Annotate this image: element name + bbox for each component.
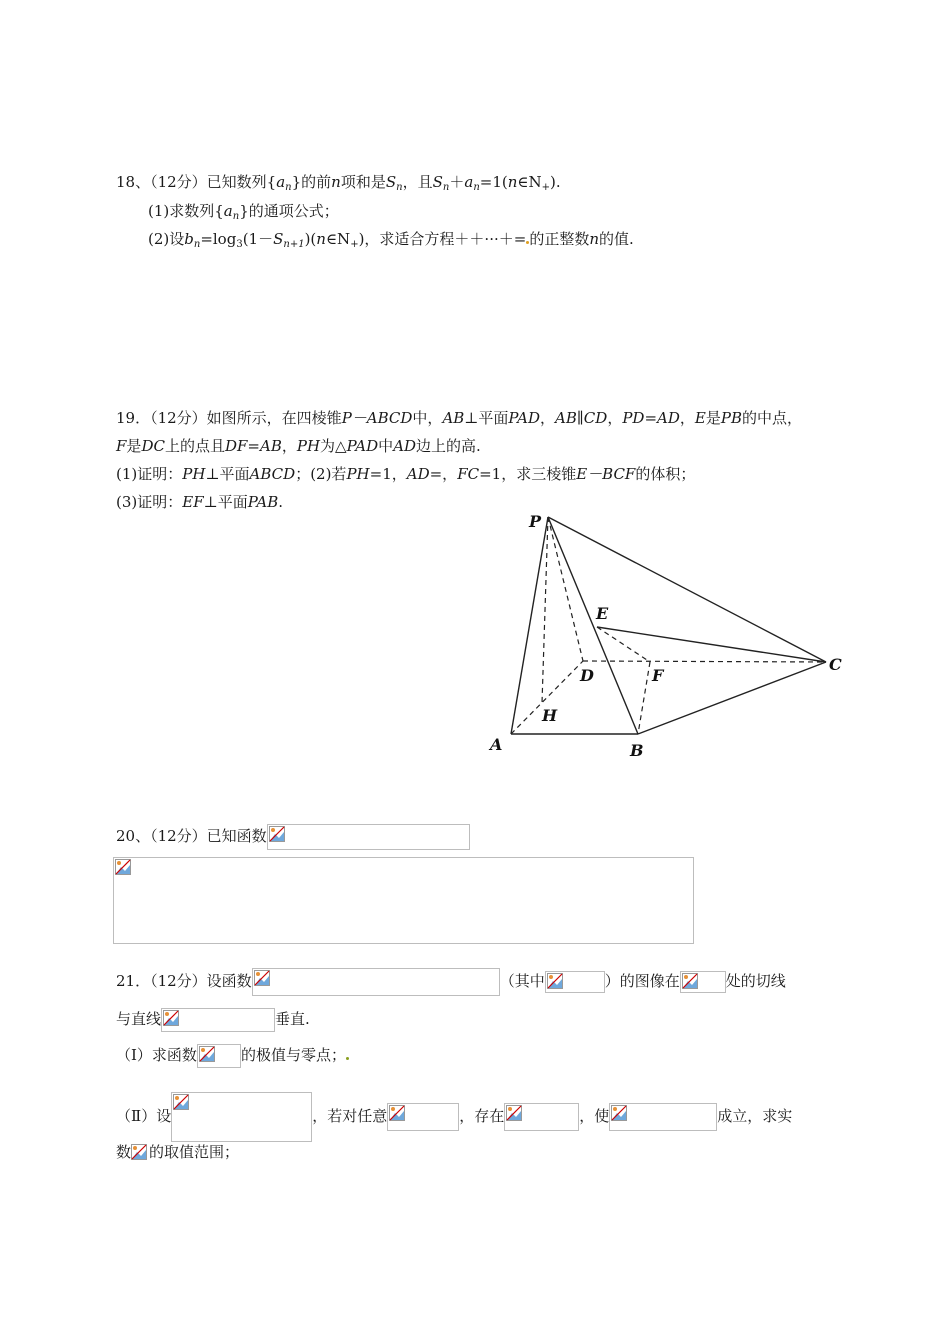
broken-image-icon xyxy=(113,857,694,944)
label-C: C xyxy=(829,655,842,674)
label-B: B xyxy=(630,741,644,760)
broken-image-icon xyxy=(504,1103,579,1131)
q19-line3: (1)证明：PH⊥平面ABCD；(2)若PH=1，AD=，FC=1，求三棱锥E－BCF的体积； xyxy=(116,465,696,483)
artifact-dot xyxy=(346,1057,349,1060)
broken-image-icon xyxy=(161,1008,275,1032)
q18-part2: (2)设$b_n=\log_3(1-S_{n+1})(n\in N_+)$，求适合方程＋＋···＋= 的正整数n的值. xyxy=(148,230,634,250)
broken-image-icon xyxy=(387,1103,459,1131)
q18-line1: 18、（12分）已知数列$\{a_n\}$的前n项和是$S_n$，且$S_n+a_n=1(n\in N_+)$. xyxy=(116,173,561,193)
label-H: H xyxy=(542,706,558,725)
q21-line5: 数 的取值范围； xyxy=(116,1143,240,1161)
label-F: F xyxy=(652,666,664,685)
label-D: D xyxy=(580,666,594,685)
edge-FB xyxy=(638,662,650,734)
label-P: P xyxy=(529,512,542,531)
edge-DC xyxy=(583,661,826,662)
q19-line4: (3)证明：EF⊥平面PAB. xyxy=(116,493,284,511)
broken-image-icon xyxy=(609,1103,717,1131)
edge-PB xyxy=(548,517,638,734)
pyramid-figure xyxy=(480,505,860,770)
broken-image-icon xyxy=(197,1044,241,1068)
broken-image-icon xyxy=(545,971,605,993)
broken-image-icon xyxy=(680,971,726,993)
q18-part1: (1)求数列$\{a_n\}$的通项公式； xyxy=(148,202,339,222)
broken-image-icon xyxy=(171,1092,312,1142)
label-A: A xyxy=(490,735,503,754)
q19-line2: F是DC上的点且DF=AB，PH为△PAD中AD边上的高. xyxy=(116,437,481,455)
edge-EF xyxy=(597,627,650,662)
label-E: E xyxy=(596,604,609,623)
q21-line1: 21．（12分）设函数 （其中 ）的图像在 处的切线 xyxy=(116,968,786,996)
broken-image-icon xyxy=(252,968,500,996)
broken-image-icon xyxy=(267,824,470,850)
q21-line3: （Ⅰ）求函数 的极值与零点； xyxy=(116,1042,349,1068)
q20-line1: 20、（12分）已知函数 xyxy=(116,824,470,850)
edge-BC xyxy=(638,662,826,734)
q21-line2: 与直线 垂直. xyxy=(116,1006,310,1032)
q21-line4: （Ⅱ）设 ，若对任意 ，存在 ，使 成立，求实 xyxy=(116,1092,792,1142)
broken-image-icon xyxy=(131,1144,149,1162)
q19-line1: 19．（12分）如图所示，在四棱锥P－ABCD中，AB⊥平面PAD，AB∥CD，PD=AD，E是PB的中点， xyxy=(116,409,803,427)
